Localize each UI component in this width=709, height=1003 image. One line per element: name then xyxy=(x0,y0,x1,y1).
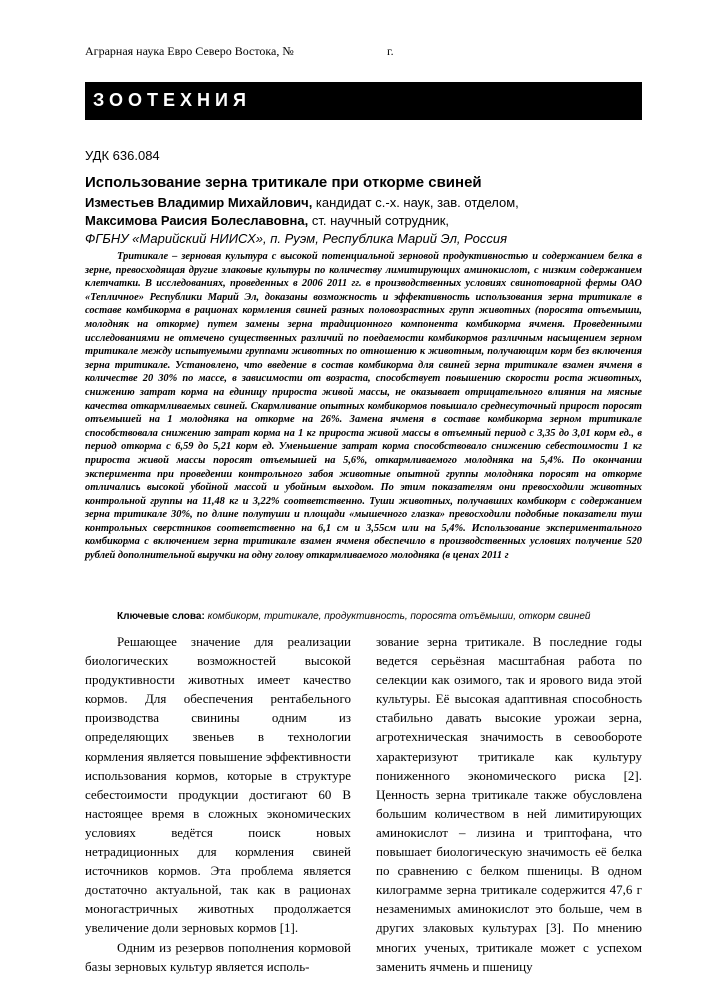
body-paragraph: зование зерна тритикале. В последние годы ведется серьёзная масштабная работа по селекции как озимого, так и ярового вида этой культуры. Её высокая адаптивная способность стабильно давать высокие урожаи зерна, агротехническая значимость в севообороте характеризуют тритикале как культуру пониженного экономического риска [2]. Ценность зерна тритикале также обусловлена большим количеством в ней лимитирующих аминокислот – лизина и триптофана, что повышает биологическую значимость её белка по сравнению с белком пшеницы. В одном килограмме зерна тритикале содержится 47,6 г незаменимых аминокислот это больше, чем в других злаковых культурах [3]. По мнению многих ученых, тритикале может с успехом заменить ячмень и пшеницу xyxy=(376,634,642,974)
author-affiliation: ФГБНУ «Марийский НИИСХ», п. Руэм, Республика Марий Эл, Россия xyxy=(85,231,508,246)
journal-header-year-suffix: г. xyxy=(387,44,394,58)
author-role: кандидат с.-х. наук, зав. отделом, xyxy=(312,195,519,210)
journal-header-text: Аграрная наука Евро Северо Востока, № xyxy=(85,44,294,58)
udc-code: УДК 636.084 xyxy=(85,148,160,163)
authors-block xyxy=(85,194,655,248)
author-name: Максимова Раисия Болеславовна, xyxy=(85,213,309,228)
article-title: Использование зерна тритикале при откорме свиней xyxy=(85,174,482,191)
keywords-list: комбикорм, тритикале, продуктивность, поросята отъёмыши, откорм свиней xyxy=(207,611,591,622)
author-line xyxy=(85,212,655,230)
section-banner xyxy=(85,82,642,120)
body-column-left xyxy=(85,632,351,976)
section-banner-title: ЗООТЕХНИЯ xyxy=(93,90,251,110)
body-paragraph: Решающее значение для реализации биологических возможностей высокой продуктивности животных имеет качество кормов. Для обеспечения рентабельного производства свинины одним из определяющих звеньев в технологии кормления является повышение эффективности использования кормов, которые в структуре себестоимости продукции достигают 60 В настоящее время в сложных экономических условиях ведётся поиск новых нетрадиционных для кормления свиней источников кормов. Эта проблема является достаточно актуальной, так как в рационах моногастричных животных продолжается увеличение доли зерновых кормов [1]. xyxy=(85,634,351,936)
author-name: Изместьев Владимир Михайлович, xyxy=(85,195,313,210)
author-role: ст. научный сотрудник, xyxy=(308,213,450,228)
author-line xyxy=(85,194,655,212)
body-column-right xyxy=(376,632,642,976)
keywords-label: Ключевые слова: xyxy=(117,611,208,622)
abstract: Тритикале – зерновая культура с высокой потенциальной зерновой продуктивностью и содержанием белка в зерне, превосходящая другие злаковые культуры по количеству лимитирующих аминокислот, с низким содержанием клетчатки. В исследованиях, проведенных в 2006 2011 гг. в производственных условиях свинотоварной фермы ОАО «Тепличное» Республики Марий Эл, доказаны возможность и эффективность использования зерна тритикале в составе комбикорма в рационах кормления свиней разных половозрастных групп животных (поросята отъемыши, молодняк на откорме) путем замены зерна традиционного компонента комбикорма ячменя. Проведенными исследованиями не отмечено существенных различий по поедаемости комбикормов различным насыщением зерном тритикале между испытуемыми группами животных по отношению к животным, получающим корм без включения зерна тритикале. Установлено, что введение в состав комбикорма для свиней зерна тритикале взамен ячменя в количестве 20 30% по массе, в зависимости от возраста, способствует повышению скорости роста животных, снижению затрат корма на единицу прироста живой массы, не оказывает отрицательного влияния на мясные качества откармливаемых свиней. Скармливание опытных комбикормов повышало среднесуточный прирост поросят отъемышей на 1 молодняка на откорме на 26%. Замена ячменя в составе комбикорма зерном тритикале способствовала снижению затрат корма на 1 кг прироста живой массы в отъемный период с 3,35 до 3,01 корм ед., в период откорма с 6,59 до 5,21 корм ед. Уменьшение затрат корма способствовало снижению себестоимости 1 кг прироста живой массы поросят отъемышей на 5,6%, откармливаемого молодняка на 5,4%. По окончании эксперимента при проведении контрольного забоя животные опытной группы молодняка поросят на откорме отличались высокой убойной массой и убойным выходом. По этим показателям они превосходили животных контрольной группы на 11,48 кг и 3,22% соответственно. Туши животных, получавших комбикорм с содержанием зерна тритикале 30%, по длине полутуши и площади «мышечного глазка» превосходили подобные показатели туш контрольных сверстников соответственно на 6,1 см и 3,55см или на 5,4%. Использование экспериментального комбикорма с включением зерна тритикале взамен ячменя обеспечило в производственных условиях получение 520 рублей дополнительной выручки на одну голову откармливаемого молодняка (в ценах 2011 г xyxy=(85,251,642,562)
journal-header xyxy=(85,44,585,59)
body-paragraph: Одним из резервов пополнения кормовой базы зерновых культур является исполь- xyxy=(85,939,351,974)
keywords xyxy=(117,611,647,622)
